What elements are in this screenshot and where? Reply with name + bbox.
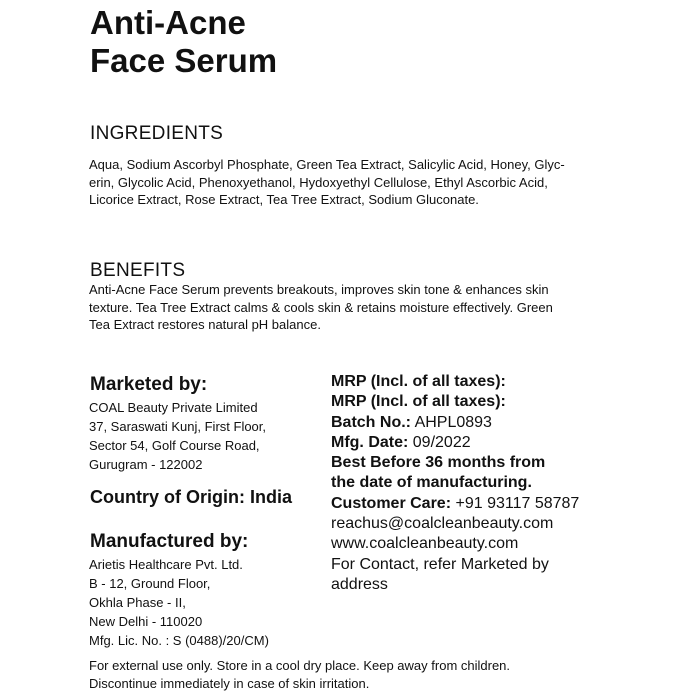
manufactured-by-address xyxy=(89,555,269,650)
warning-line: For external use only. Store in a cool dry place. Keep away from children. xyxy=(89,658,511,673)
contact-note: For Contact, refer Marketed by xyxy=(331,555,549,573)
product-title-line1: Anti-Acne xyxy=(90,4,246,41)
address-line: New Delhi - 110020 xyxy=(89,614,203,629)
license-number: Mfg. Lic. No. : S (0488)/20/CM) xyxy=(89,633,269,648)
address-line: Sector 54, Golf Course Road, xyxy=(89,438,260,453)
mrp-label: MRP (Incl. of all taxes): xyxy=(331,373,506,390)
contact-note: address xyxy=(331,575,388,593)
benefits-heading: BENEFITS xyxy=(90,260,186,281)
marketed-by-heading: Marketed by: xyxy=(90,374,208,395)
address-line: Okhla Phase - II, xyxy=(89,595,186,610)
warning-line: Discontinue immediately in case of skin irritation. xyxy=(89,676,370,691)
ingredients-heading: INGREDIENTS xyxy=(90,123,224,144)
best-before: the date of manufacturing. xyxy=(331,474,532,492)
usage-warning xyxy=(89,657,510,693)
address-line: Arietis Healthcare Pvt. Ltd. xyxy=(89,557,243,572)
benefits-line: Tea Extract restores natural pH balance. xyxy=(89,317,321,332)
ingredients-text xyxy=(89,156,629,209)
manufactured-by-heading: Manufactured by: xyxy=(90,531,249,552)
ingredients-line: erin, Glycolic Acid, Phenoxyethanol, Hydoxyethyl Cellulose, Ethyl Ascorbic Acid, xyxy=(89,174,548,190)
ingredients-line: Licorice Extract, Rose Extract, Tea Tree Extract, Sodium Gluconate. xyxy=(89,192,479,207)
mfg-date-label: Mfg. Date: xyxy=(331,433,409,451)
address-line: Gurugram - 122002 xyxy=(89,457,203,472)
country-of-origin: Country of Origin: India xyxy=(90,487,292,507)
mrp-label: MRP (Incl. of all taxes): xyxy=(331,393,506,411)
contact-email: reachus@coalcleanbeauty.com xyxy=(331,515,554,533)
website: www.coalcleanbeauty.com xyxy=(331,535,519,553)
mfg-date xyxy=(331,433,579,453)
benefits-line: texture. Tea Tree Extract calms & cools skin & retains moisture effectively. Green xyxy=(89,299,553,315)
product-details xyxy=(331,372,579,595)
product-title xyxy=(90,4,277,80)
customer-care-number: +91 93117 58787 xyxy=(455,494,580,512)
batch-value: AHPL0893 xyxy=(414,413,492,431)
customer-care-label: Customer Care: xyxy=(331,494,452,512)
best-before: Best Before 36 months from xyxy=(331,454,546,472)
benefits-text xyxy=(89,281,629,334)
address-line: B - 12, Ground Floor, xyxy=(89,576,211,591)
ingredients-line: Aqua, Sodium Ascorbyl Phosphate, Green Tea Extract, Salicylic Acid, Honey, Glyc- xyxy=(89,157,565,172)
batch-label: Batch No.: xyxy=(331,413,411,431)
address-line: COAL Beauty Private Limited xyxy=(89,400,258,415)
product-title-line2: Face Serum xyxy=(90,42,278,79)
address-line: 37, Saraswati Kunj, First Floor, xyxy=(89,419,267,434)
batch-number xyxy=(331,413,579,433)
marketed-by-address xyxy=(89,398,266,474)
mfg-date-value: 09/2022 xyxy=(412,433,471,451)
benefits-line: Anti-Acne Face Serum prevents breakouts, improves skin tone & enhances skin xyxy=(89,282,549,297)
customer-care xyxy=(331,494,579,514)
